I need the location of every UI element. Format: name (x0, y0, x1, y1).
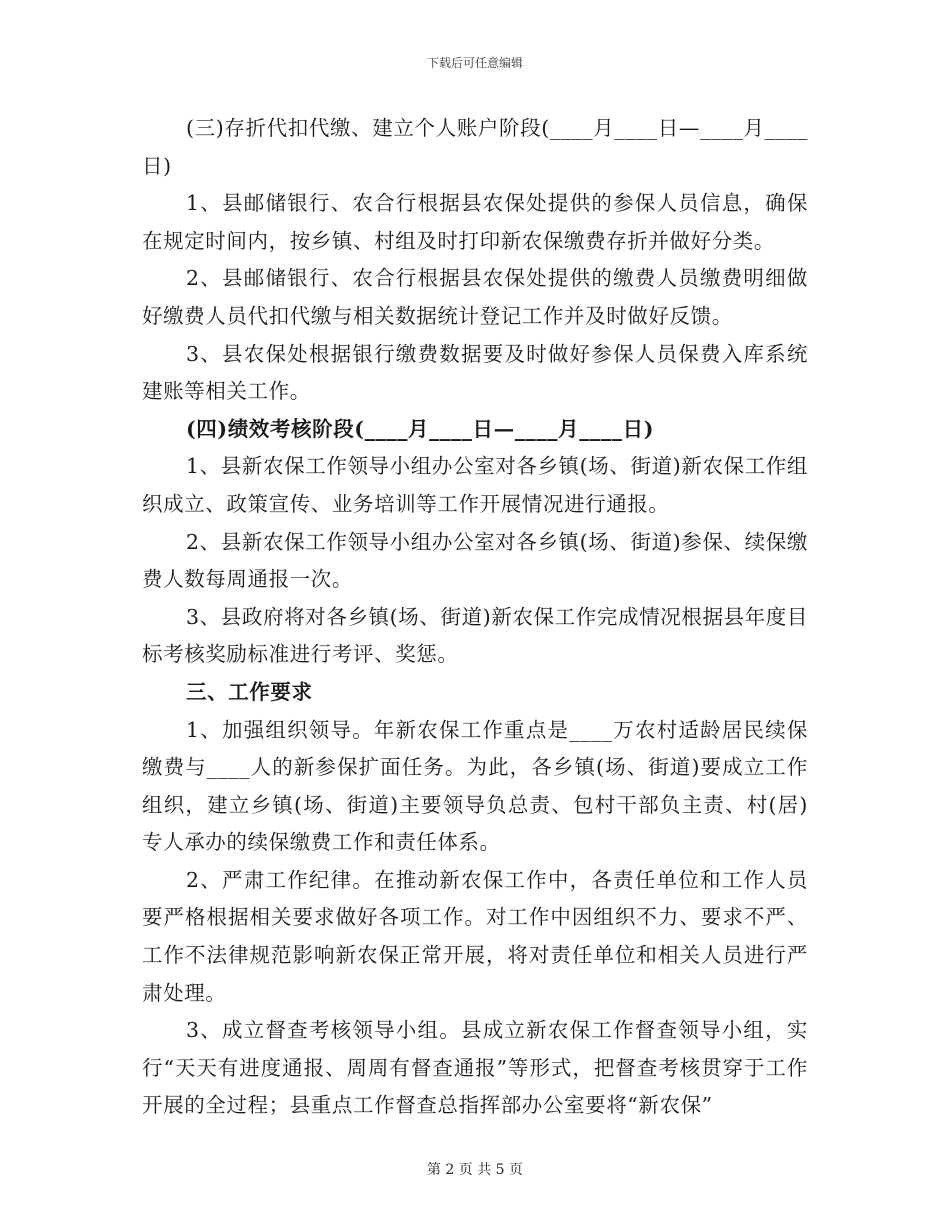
paragraph: 3、县农保处根据银行缴费数据要及时做好参保人员保费入库系统建账等相关工作。 (142, 341, 808, 404)
paragraph: 3、成立督查考核领导小组。县成立新农保工作督查领导小组，实行“天天有进度通报、周周有督查通报”等形式，把督查考核贯穿于工作开展的全过程；县重点工作督查总指挥部办公室要将“新农保” (142, 1018, 808, 1118)
paragraph: (三)存折代扣代缴、建立个人账户阶段(____月____日—____月____日) (142, 116, 808, 178)
paragraph: 1、加强组织领导。年新农保工作重点是____万农村适龄居民续保缴费与____人的新参保扩面任务。为此，各乡镇(场、街道)要成立工作组织，建立乡镇(场、街道)主要领导负总责、包村干部负主责、村(居)专人承办的续保缴费工作和责任体系。 (142, 717, 808, 855)
section-heading: (四)绩效考核阶段(____月____日—____月____日) (186, 416, 654, 441)
paragraph: 2、县邮储银行、农合行根据县农保处提供的缴费人员缴费明细做好缴费人员代扣代缴与相关数据统计登记工作并及时做好反馈。 (142, 266, 808, 328)
paragraph: 1、县邮储银行、农合行根据县农保处提供的参保人员信息，确保在规定时间内，按乡镇、村组及时打印新农保缴费存折并做好分类。 (142, 191, 808, 253)
paragraph: 3、县政府将对各乡镇(场、街道)新农保工作完成情况根据县年度目标考核奖励标准进行考评、奖惩。 (142, 604, 808, 667)
paragraph: 2、严肃工作纪律。在推动新农保工作中，各责任单位和工作人员要严格根据相关要求做好各项工作。对工作中因组织不力、要求不严、工作不法律规范影响新农保正常开展，将对责任单位和相关人员进行严肃处理。 (142, 867, 808, 1005)
document-body (142, 110, 808, 1125)
page-number: 第 2 页 共 5 页 (426, 1162, 524, 1178)
section-heading: 三、工作要求 (186, 679, 313, 704)
paragraph: 1、县新农保工作领导小组办公室对各乡镇(场、街道)新农保工作组织成立、政策宣传、业务培训等工作开展情况进行通报。 (142, 454, 808, 516)
page-header: 下载后可任意编辑 (426, 56, 523, 70)
paragraph: 2、县新农保工作领导小组办公室对各乡镇(场、街道)参保、续保缴费人数每周通报一次。 (142, 529, 808, 592)
